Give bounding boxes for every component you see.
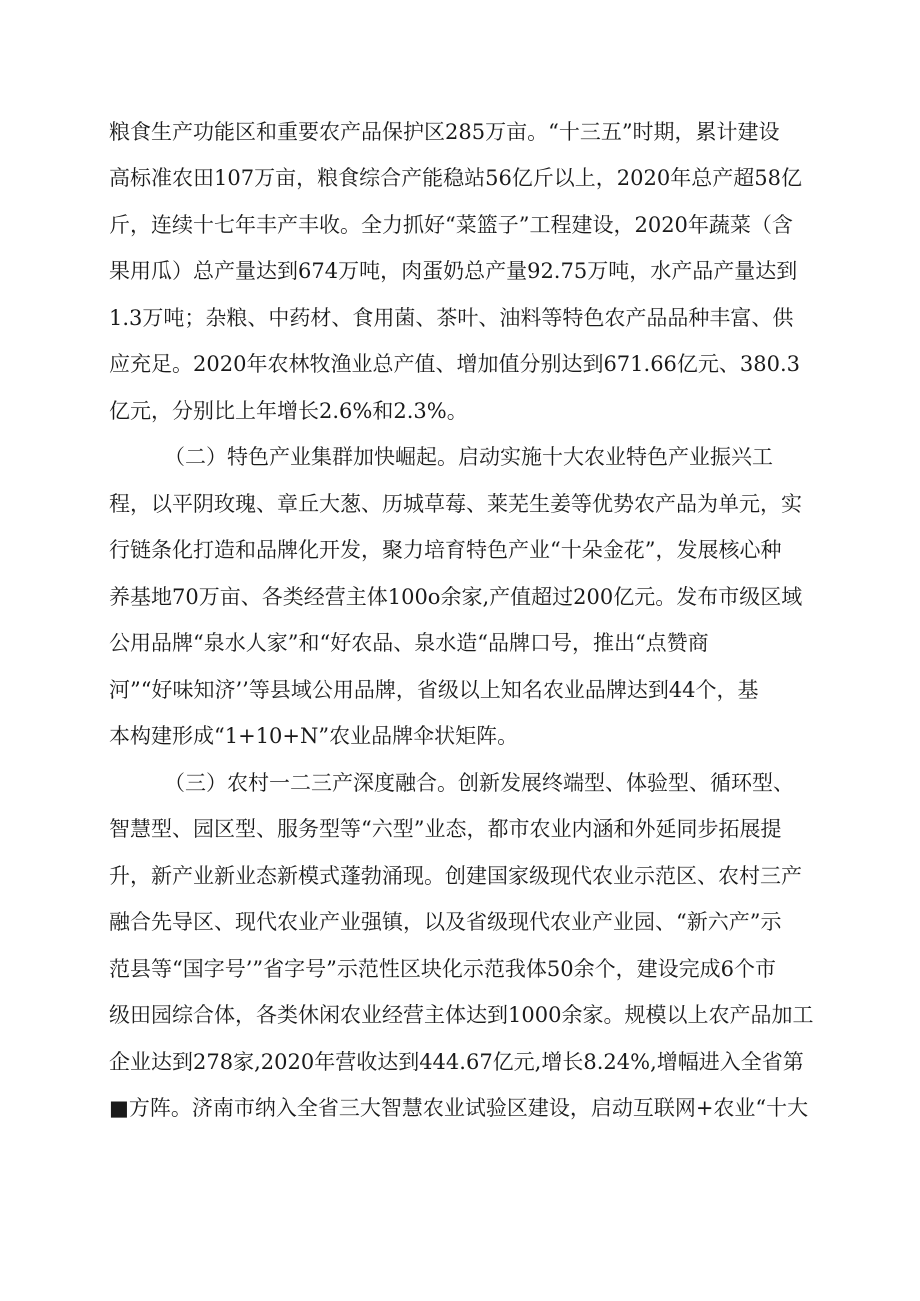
text-line: 范县等“国字号’”省字号”示范性区块化示范我体50余个，建设完成6个市 — [109, 957, 776, 981]
paragraph-heading-line: （三）农村一二三产深度融合。创新发展终端型、体验型、循环型、 — [164, 771, 794, 795]
text-line: 本构建形成“1+10+N”农业品牌伞状矩阵。 — [109, 724, 519, 748]
text-line: 智慧型、园区型、服务型等“六型”业态，都市农业内涵和外延同步拓展提 — [109, 817, 782, 841]
text-line: 级田园综合体，各类休闲农业经营主体达到1000余家。规模以上农产品加工 — [109, 1003, 814, 1027]
text-line: 融合先导区、现代农业产业强镇，以及省级现代农业产业园、“新六产”示 — [109, 910, 782, 934]
text-line: 公用品牌“泉水人家”和“好农品、泉水造“品牌口号，推出“点赞商 — [109, 631, 709, 655]
text-line: 河”“好味知济’’等县域公用品牌，省级以上知名农业品牌达到44个，基 — [109, 678, 759, 702]
text-line: 行链条化打造和品牌化开发，聚力培育特色产业“十朵金花”，发展核心种 — [109, 538, 782, 562]
text-line: 养基地70万亩、各类经营主体100o余家,产值超过200亿元。发布市级区域 — [109, 585, 803, 609]
text-line: ■方阵。济南市纳入全省三大智慧农业试验区建设，启动互联网+农业“十大 — [109, 1096, 809, 1120]
text-line: 企业达到278家,2020年营收达到444.67亿元,增长8.24%,增幅进入全省第 — [109, 1050, 804, 1074]
text-line: 斤，连续十七年丰产丰收。全力抓好“菜篮子”工程建设，2020年蔬菜（含 — [109, 213, 793, 237]
text-line: 果用瓜）总产量达到674万吨，肉蛋奶总产量92.75万吨，水产品产量达到 — [109, 259, 798, 283]
text-line: 1.3万吨；杂粮、中药材、食用菌、茶叶、油料等特色农产品品种丰富、供 — [109, 306, 794, 330]
text-line: 升，新产业新业态新模式蓬勃涌现。创建国家级现代农业示范区、农村三产 — [109, 864, 802, 888]
text-line: 程，以平阴玫瑰、章丘大葱、历城草莓、莱芜生姜等优势农产品为单元，实 — [109, 492, 802, 516]
text-line: 粮食生产功能区和重要农产品保护区285万亩。“十三五”时期，累计建设 — [109, 120, 780, 144]
text-line: 高标准农田107万亩，粮食综合产能稳站56亿斤以上，2020年总产超58亿 — [109, 166, 802, 190]
text-line: 应充足。2020年农林牧渔业总产值、增加值分别达到671.66亿元、380.3 — [109, 352, 801, 376]
paragraph-heading-line: （二）特色产业集群加快崛起。启动实施十大农业特色产业振兴工 — [164, 445, 773, 469]
text-line: 亿元，分别比上年增长2.6%和2.3%。 — [109, 399, 468, 423]
